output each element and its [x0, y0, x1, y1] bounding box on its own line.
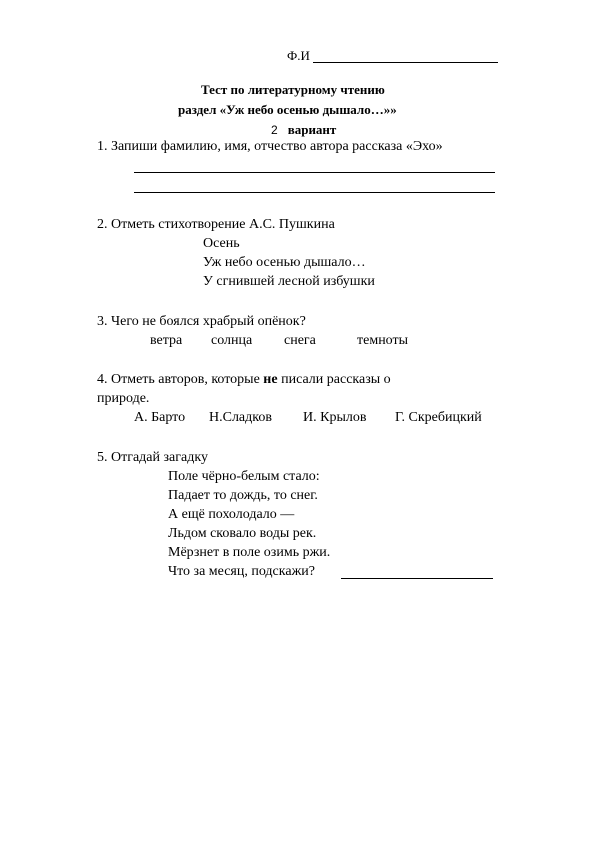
- q2-option-2[interactable]: Уж небо осенью дышало…: [203, 255, 366, 270]
- riddle-line-6: Что за месяц, подскажи?: [168, 564, 315, 579]
- question-2: 2. Отметь стихотворение А.С. Пушкина: [97, 217, 335, 232]
- page-title: Тест по литературному чтению: [201, 82, 385, 97]
- riddle-line-4: Льдом сковало воды рек.: [168, 526, 317, 541]
- question-3: 3. Чего не боялся храбрый опёнок?: [97, 314, 306, 329]
- fio-input-line[interactable]: [313, 62, 498, 63]
- fio-label: Ф.И: [287, 48, 310, 63]
- q4-option-3[interactable]: И. Крылов: [303, 410, 367, 425]
- q4-option-1[interactable]: А. Барто: [134, 410, 186, 425]
- variant-line: [271, 121, 336, 139]
- question-4-line2: природе.: [97, 391, 150, 406]
- q3-option-3[interactable]: снега: [284, 333, 316, 348]
- answer-line-1[interactable]: [134, 172, 495, 173]
- q2-option-1[interactable]: Осень: [203, 236, 240, 251]
- variant-label: вариант: [287, 122, 337, 137]
- question-4: [97, 372, 391, 388]
- q4-option-4[interactable]: Г. Скребицкий: [395, 410, 482, 425]
- q3-option-2[interactable]: солнца: [211, 333, 253, 348]
- q4-text-after: писали рассказы о: [277, 372, 391, 387]
- question-5: 5. Отгадай загадку: [97, 450, 208, 465]
- riddle-line-3: А ещё похолодало —: [168, 507, 295, 522]
- q4-text-before: 4. Отметь авторов, которые: [97, 372, 264, 387]
- variant-number: 2: [271, 123, 278, 137]
- riddle-answer-line[interactable]: [341, 578, 493, 579]
- q3-option-1[interactable]: ветра: [150, 333, 183, 348]
- question-1: 1. Запиши фамилию, имя, отчество автора рассказа «Эхо»: [97, 139, 443, 154]
- q3-option-4[interactable]: темноты: [357, 333, 409, 348]
- riddle-line-1: Поле чёрно-белым стало:: [168, 469, 320, 484]
- riddle-line-5: Мёрзнет в поле озимь ржи.: [168, 545, 331, 560]
- q2-option-3[interactable]: У сгнившей лесной избушки: [203, 274, 375, 289]
- riddle-line-2: Падает то дождь, то снег.: [168, 488, 318, 503]
- q4-option-2[interactable]: Н.Сладков: [209, 410, 272, 425]
- answer-line-2[interactable]: [134, 192, 495, 193]
- page-subtitle: раздел «Уж небо осенью дышало…»»: [178, 102, 397, 117]
- q4-text-bold: не: [263, 372, 278, 387]
